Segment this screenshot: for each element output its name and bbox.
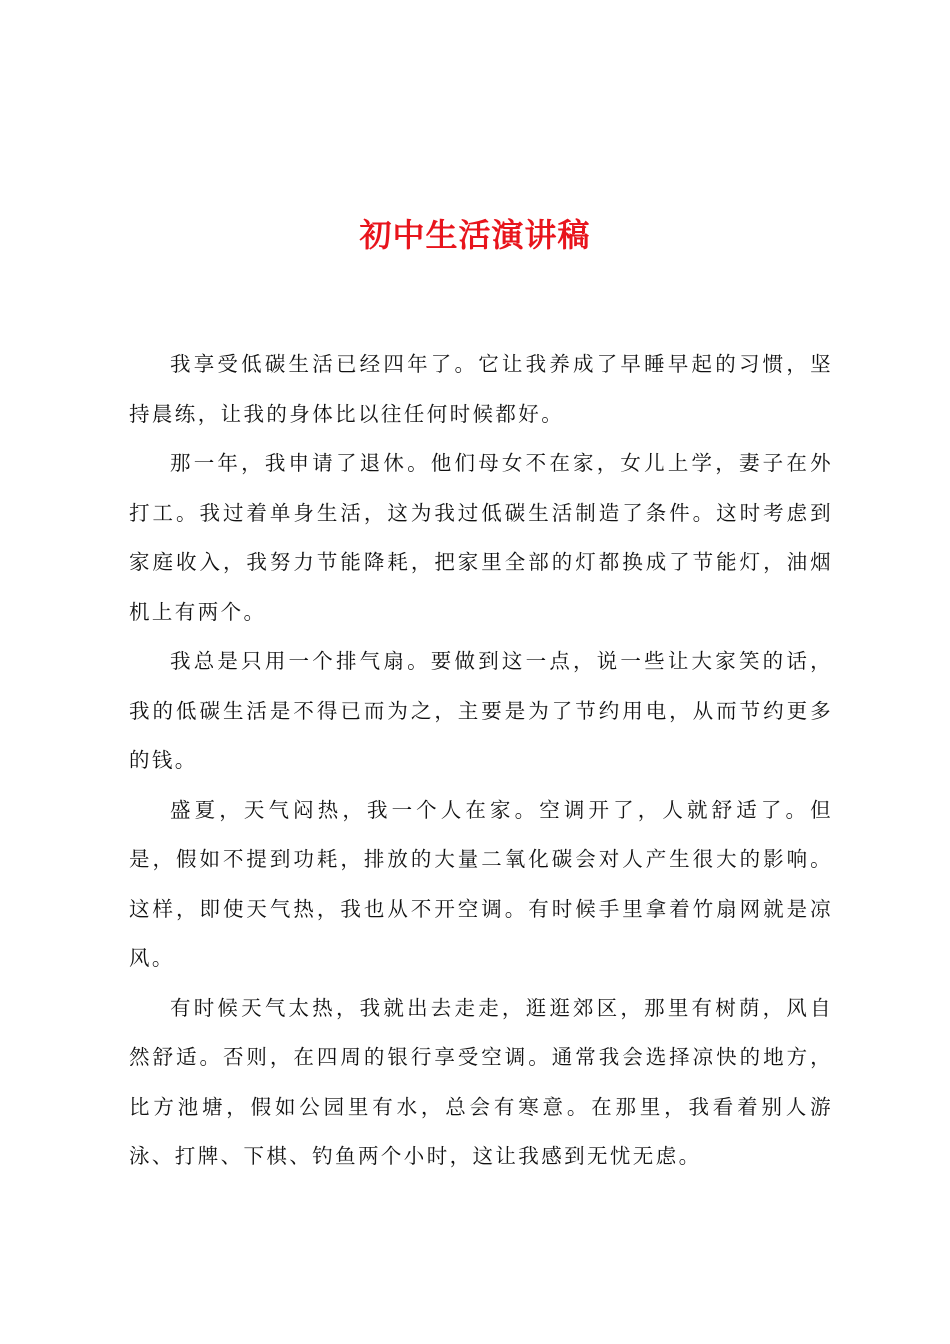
document-title: 初中生活演讲稿 — [359, 216, 591, 254]
paragraph-5: 有时候天气太热，我就出去走走，逛逛郊区，那里有树荫，风自然舒适。否则，在四周的银行享受空调。通常我会选择凉快的地方，比方池塘，假如公园里有水，总会有寒意。在那里，我看着别人游泳、打牌、下棋、钓鱼两个小时，这让我感到无忧无虑。 — [129, 995, 833, 1168]
paragraph-4: 盛夏，天气闷热，我一个人在家。空调开了，人就舒适了。但是，假如不提到功耗，排放的大量二氧化碳会对人产生很大的影响。这样，即使天气热，我也从不开空调。有时候手里拿着竹扇网就是凉风。 — [129, 797, 833, 970]
paragraph-3: 我总是只用一个排气扇。要做到这一点，说一些让大家笑的话，我的低碳生活是不得已而为之，主要是为了节约用电，从而节约更多的钱。 — [129, 649, 833, 772]
paragraph-1: 我享受低碳生活已经四年了。它让我养成了早睡早起的习惯，坚持晨练，让我的身体比以往任何时候都好。 — [129, 352, 833, 426]
paragraph-2: 那一年，我申请了退休。他们母女不在家，女儿上学，妻子在外打工。我过着单身生活，这为我过低碳生活制造了条件。这时考虑到家庭收入，我努力节能降耗，把家里全部的灯都换成了节能灯，油烟机上有两个。 — [129, 451, 833, 624]
document-body — [129, 340, 833, 1182]
